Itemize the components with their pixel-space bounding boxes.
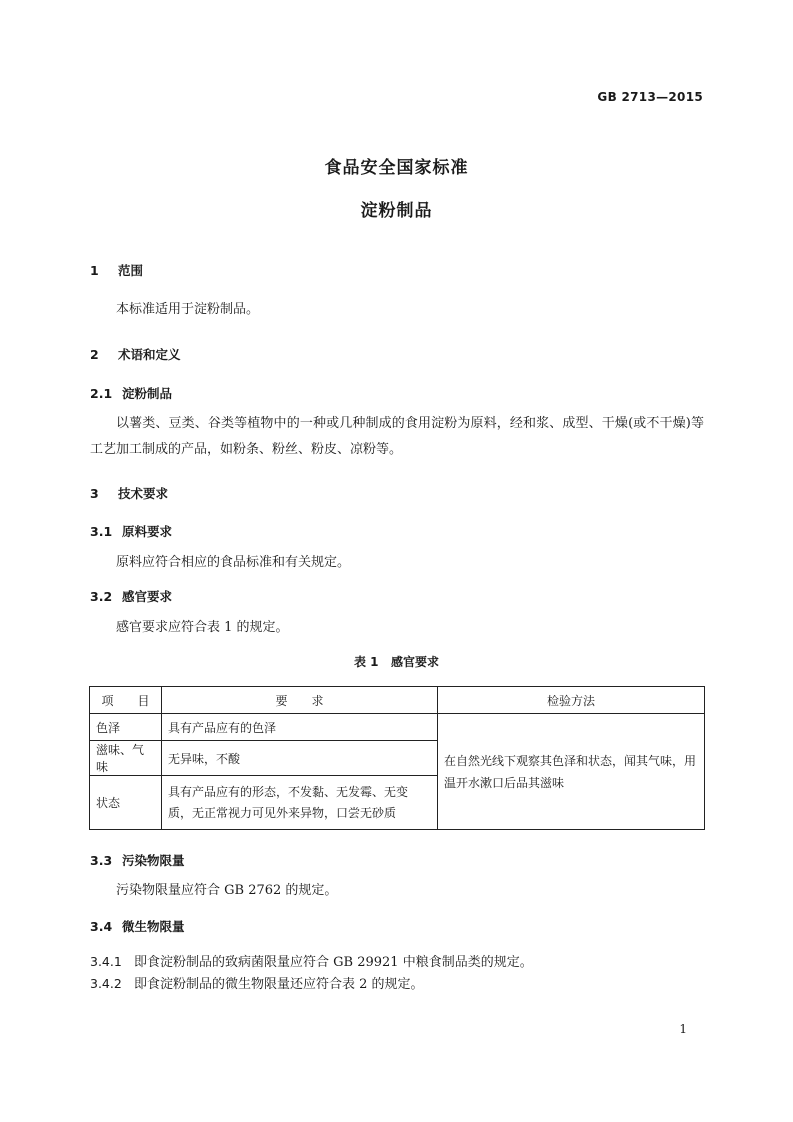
section-title: 污染物限量: [122, 853, 185, 868]
section-title: 术语和定义: [118, 347, 181, 362]
clause-text: 即食淀粉制品的微生物限量还应符合表 2 的规定。: [134, 977, 424, 992]
section-1-heading: [90, 261, 143, 279]
section-2-heading: [90, 345, 181, 363]
section-title: 原料要求: [122, 524, 173, 539]
section-number: 2: [90, 347, 99, 362]
table-header-cell: 检验方法: [438, 687, 705, 714]
table-cell-requirement: 无异味，不酸: [162, 741, 438, 776]
section-3-3-heading: [90, 851, 185, 869]
document-subtitle: 淀粉制品: [360, 201, 433, 221]
clause-3-4-1: [90, 951, 533, 970]
section-3-1-heading: [90, 522, 172, 540]
document-title: 食品安全国家标准: [324, 158, 469, 178]
table-cell-requirement: 具有产品应有的形态，不发黏、无发霉、无变质，无正常视力可见外来异物，口尝无砂质: [162, 776, 438, 830]
section-number: 3.3: [90, 853, 113, 868]
table-cell-item: 色泽: [90, 714, 162, 741]
section-3-2-text: 感官要求应符合表 1 的规定。: [116, 620, 289, 635]
table-header-cell: 要 求: [162, 687, 438, 714]
section-number: 3.2: [90, 589, 113, 604]
section-number: 2.1: [90, 386, 113, 401]
section-3-3-text: 污染物限量应符合 GB 2762 的规定。: [116, 883, 338, 898]
section-title: 微生物限量: [122, 919, 185, 934]
section-number: 3.4: [90, 919, 113, 934]
table-cell-item: 状态: [90, 776, 162, 830]
clause-number: 3.4.1: [90, 954, 122, 969]
table-cell-method: 在自然光线下观察其色泽和状态，闻其气味，用温开水漱口后品其滋味: [438, 714, 705, 830]
section-title: 淀粉制品: [122, 386, 173, 401]
clause-number: 3.4.2: [90, 976, 122, 991]
clause-text: 即食淀粉制品的致病菌限量应符合 GB 29921 中粮食制品类的规定。: [134, 955, 533, 970]
section-1-text: 本标准适用于淀粉制品。: [116, 302, 260, 317]
standard-code: GB 2713—2015: [597, 90, 703, 104]
section-2-1-heading: [90, 384, 172, 402]
table-header-cell: 项 目: [90, 687, 162, 714]
section-number: 3: [90, 486, 99, 501]
table-1-caption: 表 1 感官要求: [353, 655, 440, 669]
table-row: [90, 714, 705, 741]
section-number: 3.1: [90, 524, 113, 539]
section-2-1-text: 以薯类、豆类、谷类等植物中的一种或几种制成的食用淀粉为原料，经和浆、成型、干燥(或不干燥)等工艺加工制成的产品，如粉条、粉丝、粉皮、凉粉等。: [90, 416, 704, 457]
section-title: 感官要求: [122, 589, 173, 604]
section-3-1-text: 原料应符合相应的食品标准和有关规定。: [116, 555, 351, 570]
table-header-row: [90, 687, 705, 714]
page-number: 1: [679, 1022, 687, 1036]
section-title: 范围: [118, 263, 144, 278]
section-number: 1: [90, 263, 99, 278]
section-3-2-heading: [90, 587, 172, 605]
table-cell-item: 滋味、气味: [90, 741, 162, 776]
section-title: 技术要求: [118, 486, 169, 501]
section-3-4-heading: [90, 917, 185, 935]
section-3-heading: [90, 484, 168, 502]
sensory-requirements-table: [89, 686, 705, 830]
table-cell-requirement: 具有产品应有的色泽: [162, 714, 438, 741]
clause-3-4-2: [90, 973, 424, 992]
